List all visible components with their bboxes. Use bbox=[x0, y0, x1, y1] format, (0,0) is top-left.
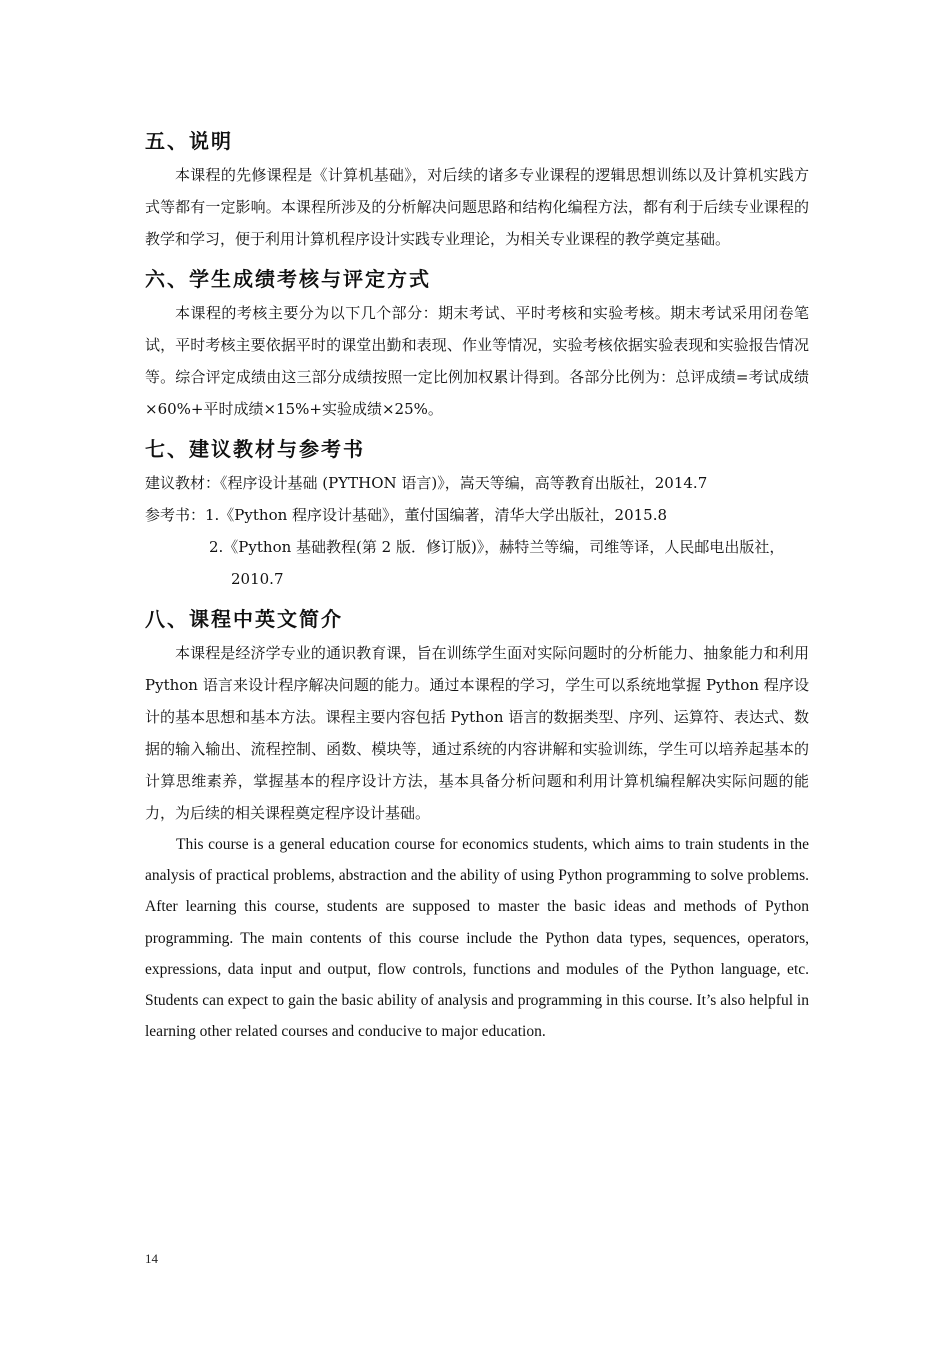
course-intro-english: This course is a general education course for economics students, which aims to train students in the analysis of practical problems, abstraction and the ability of using Python programming to solve problems. After learning this course, students are supposed to master the basic ideas and methods of Python programming. The main contents of this course include the Python data types, sequences, operators, expressions, data input and output, flow controls, functions and modules of the Python language, etc. Students can expect to gain the basic ability of analysis and programming in this course. It’s also helpful in learning other related courses and conducive to major education. bbox=[145, 836, 809, 1041]
section-heading-textbooks: 七、建议教材与参考书 bbox=[145, 437, 365, 461]
reference-line-2: 2.《Python 基础教程(第 2 版．修订版)》，赫特兰等编，司维等译，人民邮电出版社， bbox=[209, 538, 785, 556]
reference-line-1: 参考书：1.《Python 程序设计基础》，董付国编著，清华大学出版社，2015.8 bbox=[145, 506, 668, 524]
section-heading-description: 五、说明 bbox=[145, 129, 233, 153]
description-paragraph: 本课程的先修课程是《计算机基础》，对后续的诸多专业课程的逻辑思想训练以及计算机实践方式等都有一定影响。本课程所涉及的分析解决问题思路和结构化编程方法，都有利于后续专业课程的教学和学习，便于利用计算机程序设计实践专业理论，为相关专业课程的教学奠定基础。 bbox=[145, 166, 809, 248]
page-content bbox=[145, 123, 809, 1047]
textbook-line: 建议教材：《程序设计基础 (PYTHON 语言)》，嵩天等编，高等教育出版社，2014.7 bbox=[145, 474, 708, 492]
section-heading-assessment: 六、学生成绩考核与评定方式 bbox=[145, 267, 431, 291]
page-number: 14 bbox=[145, 1251, 158, 1266]
assessment-paragraph: 本课程的考核主要分为以下几个部分：期末考试、平时考核和实验考核。期末考试采用闭卷笔试，平时考核主要依据平时的课堂出勤和表现、作业等情况，实验考核依据实验表现和实验报告情况等。综合评定成绩由这三部分成绩按照一定比例加权累计得到。各部分比例为：总评成绩=考试成绩×60%+平时成绩×15%+实验成绩×25%。 bbox=[145, 304, 809, 418]
course-intro-chinese: 本课程是经济学专业的通识教育课，旨在训练学生面对实际问题时的分析能力、抽象能力和利用 Python 语言来设计程序解决问题的能力。通过本课程的学习，学生可以系统地掌握 Python 程序设计的基本思想和基本方法。课程主要内容包括 Python 语言的数据类型、序列、运算符、表达式、数据的输入输出、流程控制、函数、模块等，通过系统的内容讲解和实验训练，学生可以培养起基本的计算思维素养，掌握基本的程序设计方法，基本具备分析问题和利用计算机编程解决实际问题的能力，为后续的相关课程奠定程序设计基础。 bbox=[145, 644, 809, 822]
section-heading-course-intro: 八、课程中英文简介 bbox=[145, 607, 343, 631]
reference-line-2-year: 2010.7 bbox=[231, 570, 284, 588]
